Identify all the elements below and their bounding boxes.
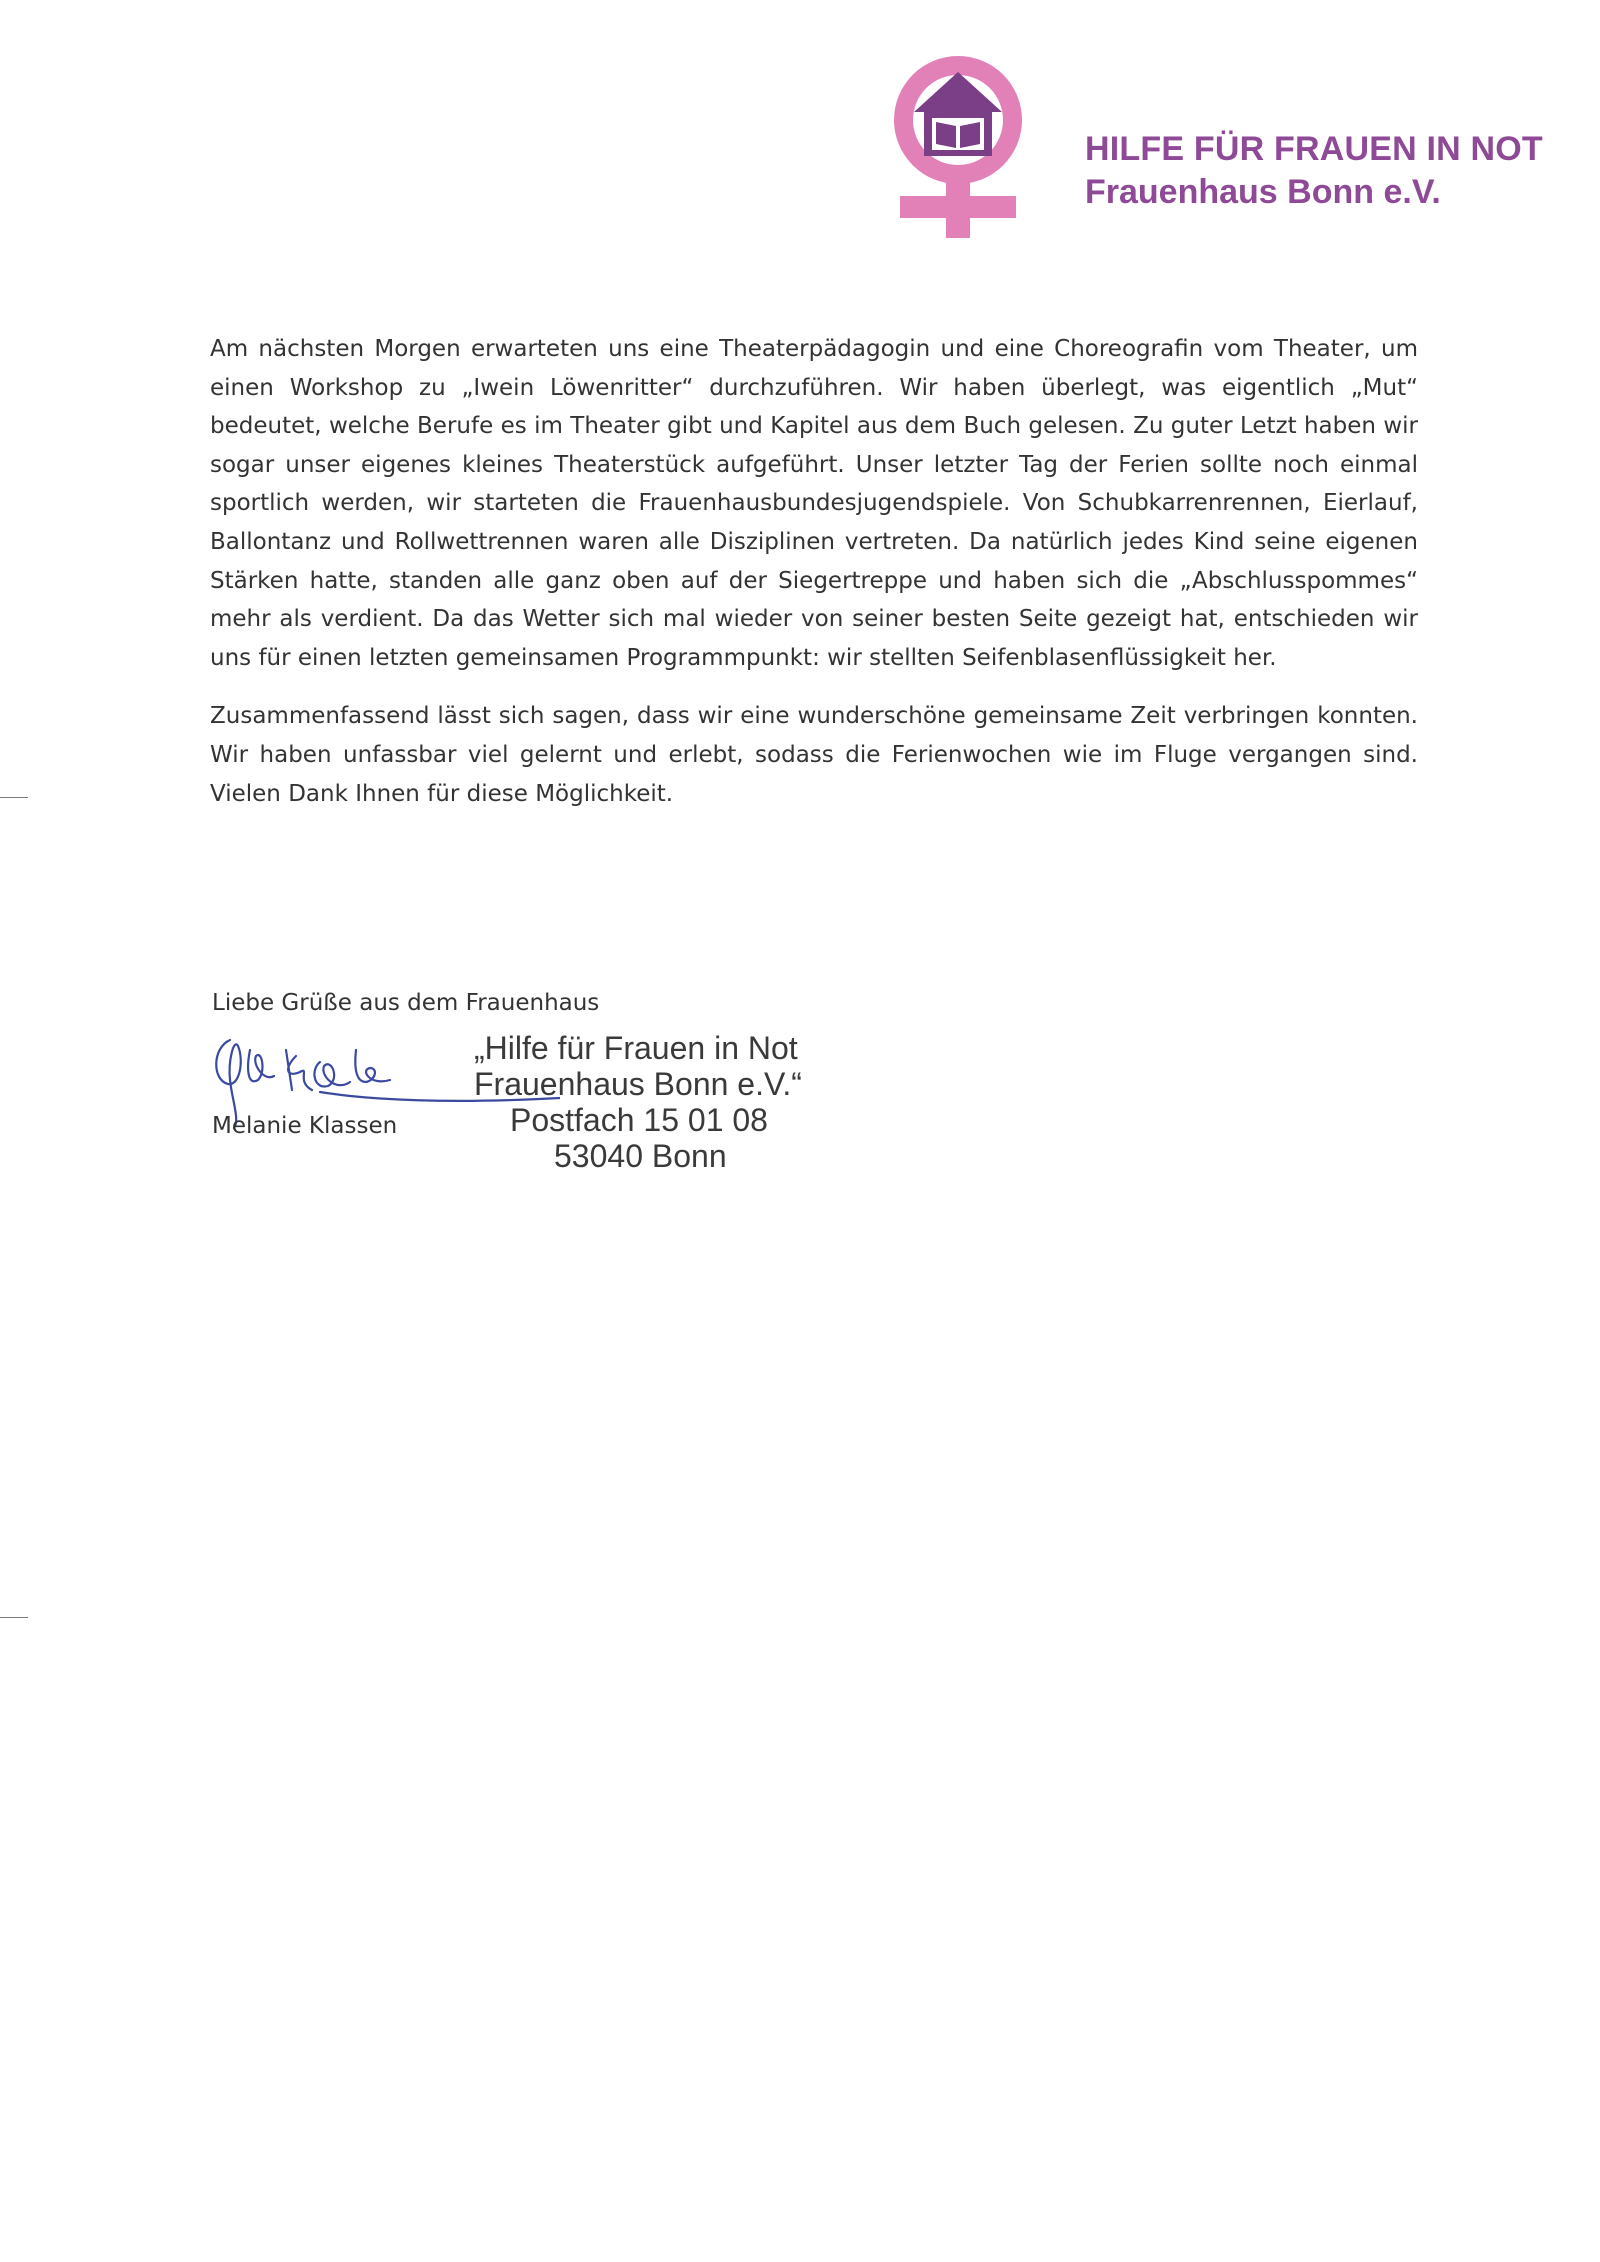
body-paragraph-2: Zusammenfassend lässt sich sagen, dass wir eine wunderschöne gemeinsame Zeit verbringen konnten. Wir haben unfassbar viel gelernt und erlebt, sodass die Ferienwochen wie im Fluge vergangen sind. Vielen Dank Ihnen für diese Möglichkeit. <box>210 703 1418 807</box>
body-paragraph-1: Am nächsten Morgen erwarteten uns eine Theaterpädagogin und eine Choreografin vom Theater, um einen Workshop zu „Iwein Löwenritter“ durchzuführen. Wir haben überlegt, was eigentlich „Mut“ bedeutet, welche Berufe es im Theater gibt und Kapitel aus dem Buch gelesen. Zu guter Letzt haben wir sogar unser eigenes kleines Theaterstück aufgeführt. Unser letzter Tag der Ferien sollte noch einmal sportlich werden, wir starteten die Frauenhausbundesjugendspiele. Von Schubkarrenrennen, Eierlauf, Ballontanz und Rollwettrennen waren alle Disziplinen vertreten. Da natürlich jedes Kind seine eigenen Stärken hatte, standen alle ganz oben auf der Siegertreppe und haben sich die „Abschlusspommes“ mehr als verdient. Da das Wetter sich mal wieder von seiner besten Seite gezeigt hat, entschieden wir uns für einen letzten gemeinsamen Programmpunkt: wir stellten Seifenblasenflüssigkeit her. <box>210 336 1418 671</box>
stamp-line-3: Postfach 15 01 08 <box>510 1102 768 1138</box>
org-title-block <box>1085 128 1543 214</box>
venus-house-logo-icon <box>880 48 1060 238</box>
fold-mark-top <box>0 797 28 798</box>
signer-name: Melanie Klassen <box>212 1113 398 1139</box>
org-subtitle: Frauenhaus Bonn e.V. <box>1085 173 1441 211</box>
stamp-line-4: 53040 Bonn <box>554 1138 727 1174</box>
letterhead <box>880 48 1580 248</box>
org-name: HILFE FÜR FRAUEN IN NOT <box>1085 130 1543 168</box>
organization-stamp <box>470 1030 802 1174</box>
stamp-line-2: Frauenhaus Bonn e.V.“ <box>474 1066 802 1102</box>
closing-greeting: Liebe Grüße aus dem Frauenhaus <box>212 990 600 1016</box>
stamp-line-1: „Hilfe für Frauen in Not <box>474 1030 798 1066</box>
letter-body <box>210 330 1418 833</box>
fold-mark-bottom <box>0 1617 28 1618</box>
